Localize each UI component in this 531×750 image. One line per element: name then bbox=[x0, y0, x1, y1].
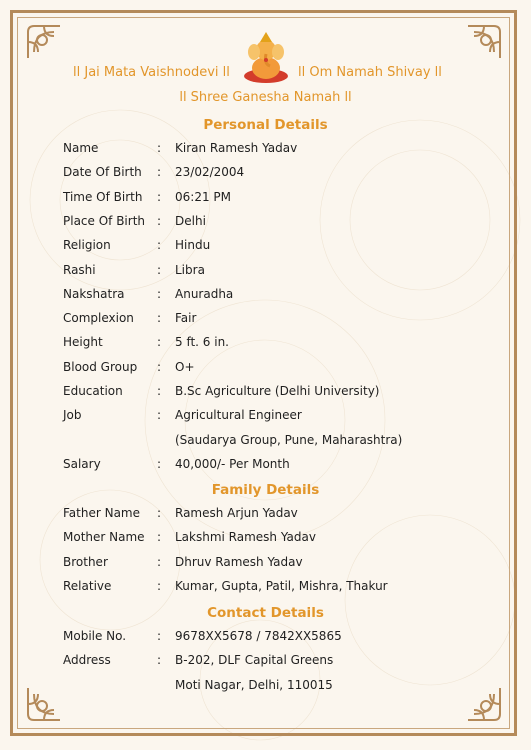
detail-separator: : bbox=[157, 530, 162, 545]
header-left-text: ll Jai Mata Vaishnodevi ll bbox=[73, 65, 230, 80]
detail-row bbox=[0, 335, 531, 355]
detail-separator: : bbox=[157, 311, 162, 326]
detail-value: 23/02/2004 bbox=[175, 165, 245, 180]
detail-separator: : bbox=[157, 506, 162, 520]
detail-label: Brother bbox=[63, 554, 108, 569]
section-title-family: Family Details bbox=[211, 482, 320, 498]
detail-label: Nakshatra bbox=[63, 286, 125, 301]
detail-label: Time Of Birth bbox=[63, 189, 143, 204]
detail-label: Relative bbox=[63, 578, 112, 593]
ganesha-icon bbox=[240, 30, 292, 86]
detail-separator: : bbox=[157, 286, 162, 301]
detail-row bbox=[0, 263, 531, 283]
detail-label: Name bbox=[63, 141, 99, 155]
detail-label: Education bbox=[63, 384, 123, 398]
detail-separator: : bbox=[157, 408, 162, 423]
detail-separator: : bbox=[157, 578, 162, 593]
detail-row bbox=[0, 653, 531, 673]
detail-value: 40,000/- Per Month bbox=[175, 456, 290, 471]
detail-separator: : bbox=[157, 141, 162, 155]
detail-label: Father Name bbox=[63, 506, 140, 520]
detail-row bbox=[0, 506, 531, 526]
detail-row bbox=[0, 311, 531, 331]
detail-row bbox=[0, 360, 531, 380]
detail-label: Address bbox=[63, 653, 111, 668]
detail-value: Anuradha bbox=[175, 286, 234, 301]
detail-label: Mother Name bbox=[63, 530, 145, 545]
detail-row bbox=[0, 238, 531, 258]
detail-row bbox=[0, 287, 531, 307]
detail-label: Rashi bbox=[63, 262, 96, 277]
detail-row bbox=[0, 579, 531, 599]
detail-value: Fair bbox=[175, 311, 197, 326]
detail-value: Libra bbox=[175, 262, 205, 277]
detail-separator: : bbox=[157, 335, 162, 350]
detail-separator: : bbox=[157, 653, 162, 668]
detail-label: Date Of Birth bbox=[63, 165, 142, 180]
detail-value: Kiran Ramesh Yadav bbox=[175, 141, 298, 155]
detail-row bbox=[0, 555, 531, 575]
detail-value: 06:21 PM bbox=[175, 189, 231, 204]
detail-separator: : bbox=[157, 456, 162, 471]
detail-value: Moti Nagar, Delhi, 110015 bbox=[175, 677, 333, 692]
ornament-corner-icon bbox=[464, 22, 504, 62]
detail-label: Mobile No. bbox=[63, 629, 127, 643]
detail-value: B-202, DLF Capital Greens bbox=[175, 653, 334, 668]
section-title-personal: Personal Details bbox=[203, 117, 328, 133]
detail-value: Dhruv Ramesh Yadav bbox=[175, 554, 303, 569]
detail-row bbox=[0, 678, 531, 698]
detail-separator: : bbox=[157, 359, 162, 374]
detail-label: Religion bbox=[63, 238, 111, 253]
detail-separator: : bbox=[157, 554, 162, 569]
detail-row bbox=[0, 408, 531, 428]
detail-separator: : bbox=[157, 384, 162, 398]
detail-separator: : bbox=[157, 629, 162, 643]
detail-row bbox=[0, 165, 531, 185]
detail-row bbox=[0, 629, 531, 649]
header-center-text: ll Shree Ganesha Namah ll bbox=[179, 90, 352, 105]
detail-separator: : bbox=[157, 262, 162, 277]
detail-value: Delhi bbox=[175, 213, 206, 228]
detail-row bbox=[0, 530, 531, 550]
detail-label: Height bbox=[63, 335, 103, 350]
section-title-contact: Contact Details bbox=[207, 605, 324, 621]
detail-row bbox=[0, 457, 531, 477]
detail-row bbox=[0, 141, 531, 161]
detail-label: Job bbox=[63, 408, 82, 423]
detail-value: Kumar, Gupta, Patil, Mishra, Thakur bbox=[175, 578, 388, 593]
detail-separator: : bbox=[157, 238, 162, 253]
detail-row bbox=[0, 384, 531, 404]
detail-label: Place Of Birth bbox=[63, 213, 146, 228]
ornament-corner-icon bbox=[24, 22, 64, 62]
detail-separator: : bbox=[157, 165, 162, 180]
detail-value: O+ bbox=[175, 359, 195, 374]
detail-row bbox=[0, 433, 531, 453]
detail-value: Ramesh Arjun Yadav bbox=[175, 506, 298, 520]
detail-row bbox=[0, 214, 531, 234]
detail-value: B.Sc Agriculture (Delhi University) bbox=[175, 384, 380, 398]
detail-label: Blood Group bbox=[63, 359, 138, 374]
detail-row bbox=[0, 190, 531, 210]
detail-value: 5 ft. 6 in. bbox=[175, 335, 229, 350]
detail-label: Salary bbox=[63, 456, 101, 471]
detail-value: Hindu bbox=[175, 238, 211, 253]
detail-value: Agricultural Engineer bbox=[175, 408, 302, 423]
detail-label: Complexion bbox=[63, 311, 134, 326]
detail-value: Lakshmi Ramesh Yadav bbox=[175, 530, 316, 545]
detail-value: (Saudarya Group, Pune, Maharashtra) bbox=[175, 432, 403, 447]
detail-separator: : bbox=[157, 189, 162, 204]
detail-separator: : bbox=[157, 213, 162, 228]
header-right-text: ll Om Namah Shivay ll bbox=[298, 65, 442, 80]
detail-value: 9678XX5678 / 7842XX5865 bbox=[175, 629, 342, 643]
